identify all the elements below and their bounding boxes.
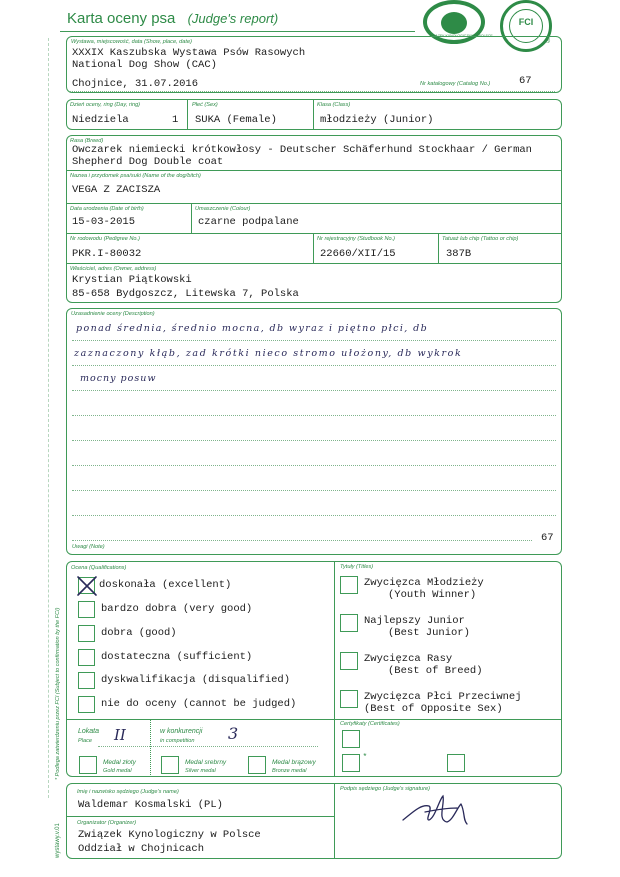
title-label-3: Zwycięzca Rasy [364,653,453,665]
medal-gold-label: Medal złoty [103,759,136,766]
competition-label-en: in competition [160,738,195,744]
description-rule-6 [72,465,556,466]
title-label-2: Najlepszy Junior [364,615,465,627]
qualification-checkbox-5[interactable] [78,672,95,689]
left-fold-guide [48,38,49,798]
medal-silver-label-en: Silver medal [185,768,216,774]
pedigree-studbook-divider [313,233,314,263]
chip-value: 387B [446,248,472,260]
medal-silver-label: Medal srebrny [185,759,227,766]
studbook-label: Nr rejestracyjny (Studbook No.) [317,236,396,242]
pedigree-label: Nr rodowodu (Pedigree No.) [70,236,140,242]
description-box [66,308,562,555]
show-name-line1: XXXIX Kaszubska Wystawa Psów Rasowych [72,47,306,59]
titles-label: Tytuły (Titles) [340,564,374,570]
form-title-en: (Judge's report) [187,11,279,26]
title-label-4: Zwycięzca Płci Przeciwnej [364,691,522,703]
judge-signature-image [395,790,475,830]
medal-gold-label-en: Gold medal [103,768,132,774]
description-line-2: zaznaczony kłąb, zad krótki nieco stromo ułożony, db wykrok [74,348,463,359]
organizer-label: Organizator (Organizer) [77,820,137,826]
title-label-en-1: (Youth Winner) [388,589,477,601]
description-line-3: mocny posuw [80,373,157,384]
evaluation-box [66,561,562,777]
breed-rule [66,170,562,171]
qualification-label-3: dobra (good) [101,627,177,639]
catalog-number: 67 [519,75,532,87]
description-rule-4 [72,415,556,416]
description-rule-3 [72,390,556,391]
day-sex-class-box [66,99,562,130]
sex-class-divider [313,99,314,130]
studbook-value: 22660/XII/15 [320,248,396,260]
certificate-checkbox-2[interactable] [342,754,360,772]
place-label-pl: Lokata [78,728,100,735]
certificate-star: * [363,752,367,761]
breed-line2: Shepherd Dog Double coat [72,156,224,168]
qualification-checkbox-6[interactable] [78,696,95,713]
certificate-checkbox-3[interactable] [447,754,465,772]
title-label-en-3: (Best of Breed) [388,665,483,677]
day-value: Niedziela [72,114,129,126]
ring-value: 1 [172,114,179,126]
judge-signature-divider [334,783,335,859]
class-value: młodzieży (Junior) [320,114,434,126]
sex-value: SUKA (Female) [195,114,277,126]
chip-label: Tatuaż lub chip (Tattoo or chip) [442,236,519,242]
description-rule-8 [72,515,556,516]
medal-bronze-checkbox[interactable] [248,756,266,774]
medal-bronze-label: Medal brązowy [272,759,316,766]
judge-rule [66,816,334,817]
evaluation-divider [334,561,335,777]
catalog-label: Nr katalogowy (Catalog No.) [420,81,491,87]
qualification-checkbox-3[interactable] [78,625,95,642]
registered-mark: ® [545,38,551,45]
signature-label: Podpis sędziego (Judge's signature) [340,786,430,792]
qualification-label-4: dostateczna (sufficient) [101,651,253,663]
breed-line1: Owczarek niemiecki krótkowłosy - Deutscher Schäferhund Stockhaar / German [72,144,532,156]
show-label: Wystawa, miejscowość, data (Show, place, date) [71,39,192,45]
owner-label: Właściciel, adres (Owner, address) [70,266,157,272]
breed-label: Rasa (Breed) [70,138,104,144]
qualification-label-1: doskonała (excellent) [99,579,232,591]
birth-value: 15-03-2015 [72,216,136,228]
owner-name: Krystian Piątkowski [72,274,192,286]
colour-label: Umaszczenie (Colour) [195,206,251,212]
placement-divider [150,719,151,777]
qualification-label-6: nie do oceny (cannot be judged) [101,698,297,710]
show-name-line2: National Dog Show (CAC) [72,59,217,71]
description-label: Uzasadnienie oceny (Description) [71,311,155,317]
qualification-label-2: bardzo dobra (very good) [101,603,253,615]
medal-gold-checkbox[interactable] [79,756,97,774]
class-label: Klasa (Class) [317,102,351,108]
title-checkbox-2[interactable] [340,614,358,632]
description-rule-7 [72,490,556,491]
title-label-en-4: (Best of Opposite Sex) [364,703,503,715]
qualification-checkbox-1[interactable] [78,577,95,594]
description-rule-2 [72,365,556,366]
organizer-line1: Związek Kynologiczny w Polsce [78,829,261,841]
form-title-pl: Karta oceny psa [67,10,176,27]
dog-name-value: VEGA Z ZACISZA [72,184,161,196]
owner-address: 85-658 Bydgoszcz, Litewska 7, Polska [72,288,299,300]
title-label-1: Zwycięzca Młodzieży [364,577,484,589]
birth-colour-divider [191,203,192,233]
colour-value: czarne podpalane [198,216,299,228]
title-checkbox-4[interactable] [340,690,358,708]
title-label-en-2: (Best Junior) [388,627,470,639]
show-underline [70,91,555,92]
notes-label: Uwagi (Note) [72,544,105,550]
description-rule-9 [72,540,532,541]
certificate-checkbox-1[interactable] [342,730,360,748]
description-line-1: ponad średnia, średnio mocna, db wyraz i piętno płci, db [76,323,429,334]
judge-name-label: Imię i nazwisko sędziego (Judge's name) [77,789,179,795]
birth-label: Data urodzenia (Date of birth) [70,206,144,212]
judge-name-value: Waldemar Kosmalski (PL) [78,799,223,811]
title-checkbox-1[interactable] [340,576,358,594]
title-checkbox-3[interactable] [340,652,358,670]
show-place-date: Chojnice, 31.07.2016 [72,78,199,90]
description-rule-1 [72,340,556,341]
studbook-chip-divider [438,233,439,263]
dog-name-rule [66,203,562,204]
competition-value: 3 [228,724,239,743]
sex-label: Płeć (Sex) [192,102,218,108]
place-value: II [114,726,126,744]
birth-rule [66,233,562,234]
place-label-en: Place [78,738,92,744]
fci-confirmation-note: * Podlega zatwierdzeniu przez FCI (Subject to confirmation by the FCI) [55,607,61,780]
footer-brand: wystawy.v.01 [55,823,61,858]
form-title [67,10,278,27]
dog-name-label: Nazwa i przydomek psa/suki (Name of the dog/bitch) [70,173,201,179]
organizer-line2: Oddział w Chojnicach [78,843,205,855]
zkwp-logo-text: ZWIĄZEK KYNOLOGICZNY W POLSCE [429,34,493,38]
certificates-label: Certyfikaty (Certificates) [340,721,400,727]
pedigree-value: PKR.I-80032 [72,248,142,260]
qualification-checkbox-2[interactable] [78,601,95,618]
qualification-label-5: dyskwalifikacja (disqualified) [101,674,291,686]
check-mark-icon [76,575,98,597]
placement-underline [98,746,318,747]
description-rule-5 [72,440,556,441]
day-ring-label: Dzień oceny, ring (Day, ring) [70,102,141,108]
pedigree-rule [66,263,562,264]
qualification-checkbox-4[interactable] [78,649,95,666]
medal-silver-checkbox[interactable] [161,756,179,774]
medal-bronze-label-en: Bronze medal [272,768,307,774]
competition-label-pl: w konkurencji [160,728,203,735]
qualifications-label: Ocena (Qualifications) [71,565,127,571]
description-number: 67 [541,532,554,544]
fci-logo-text: FCI [518,17,534,27]
day-sex-divider [187,99,188,130]
evaluation-rule [66,719,562,720]
header-rule [60,31,415,32]
